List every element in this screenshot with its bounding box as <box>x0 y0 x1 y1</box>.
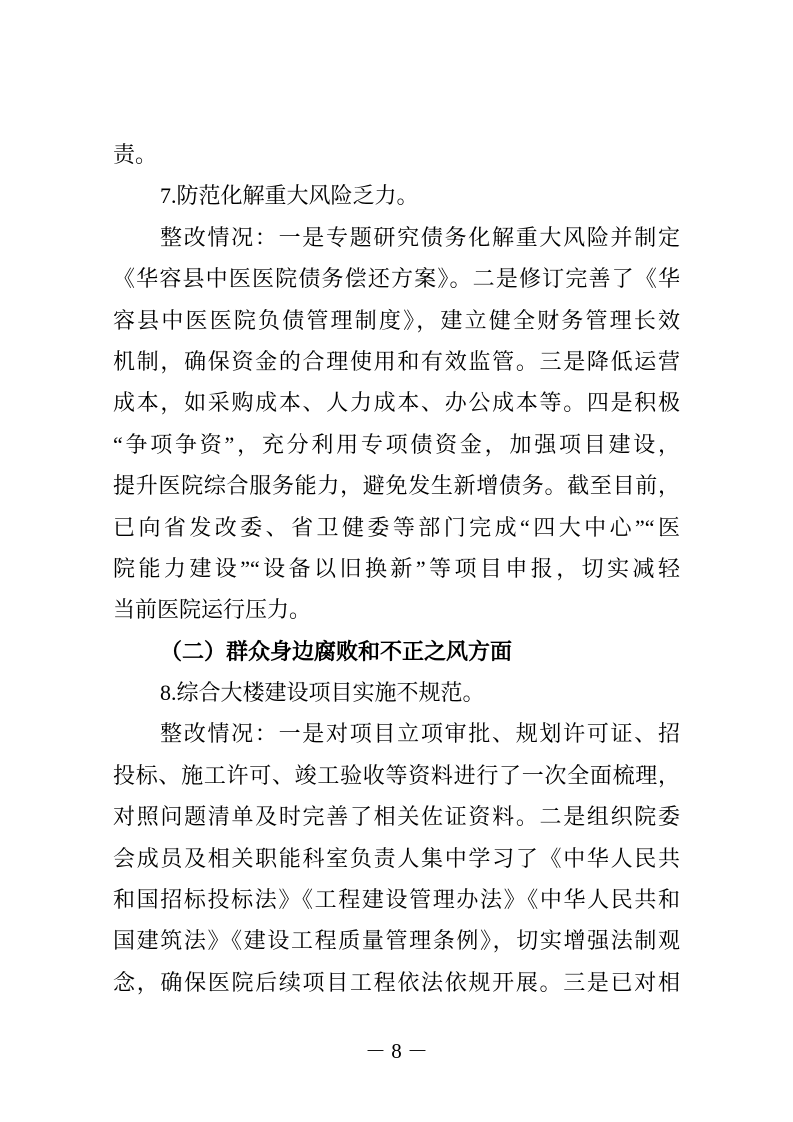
text-line: 容县中医医院负债管理制度》，建立健全财务管理长效 <box>113 307 680 333</box>
text-line: 整改情况：一是对项目立项审批、规划许可证、招 <box>160 721 680 747</box>
issue-item-8-title: 8.综合大楼建设项目实施不规范。 <box>160 680 485 706</box>
issue-item-7-title: 7.防范化解重大风险乏力。 <box>160 183 419 209</box>
para-continuation-line: 责。 <box>113 142 158 167</box>
text-line: 会成员及相关职能科室负责人集中学习了《中华人民共 <box>113 845 680 871</box>
page-number: － 8 － <box>365 1039 428 1063</box>
text-line: 《华容县中医医院债务偿还方案》。二是修订完善了《华 <box>113 266 680 292</box>
text-line: 投标、施工许可、竣工验收等资料进行了一次全面梳理， <box>113 762 680 788</box>
text-line: 国建筑法》《建设工程质量管理条例》，切实增强法制观 <box>113 928 680 954</box>
text-line: “争项争资”，充分利用专项债资金，加强项目建设， <box>113 431 680 457</box>
text-line: 念，确保医院后续项目工程依法依规开展。三是已对相 <box>113 969 680 995</box>
text-line: 成本，如采购成本、人力成本、办公成本等。四是积极 <box>113 390 680 416</box>
para-end-line: 当前医院运行压力。 <box>113 597 312 623</box>
page-body-text <box>113 134 680 1003</box>
text-line: 机制，确保资金的合理使用和有效监管。三是降低运营 <box>113 348 680 374</box>
text-line: 提升医院综合服务能力，避免发生新增债务。截至目前， <box>113 473 680 499</box>
text-line: 和国招标投标法》《工程建设管理办法》《中华人民共和 <box>113 887 680 913</box>
section-2-heading: （二）群众身边腐败和不正之风方面 <box>160 638 513 664</box>
text-line: 整改情况：一是专题研究债务化解重大风险并制定 <box>160 224 680 250</box>
text-line: 院能力建设”“设备以旧换新”等项目申报，切实减轻 <box>113 555 680 581</box>
text-line: 对照问题清单及时完善了相关佐证资料。二是组织院委 <box>113 804 680 830</box>
text-line: 已向省发改委、省卫健委等部门完成“四大中心”“医 <box>113 514 680 540</box>
